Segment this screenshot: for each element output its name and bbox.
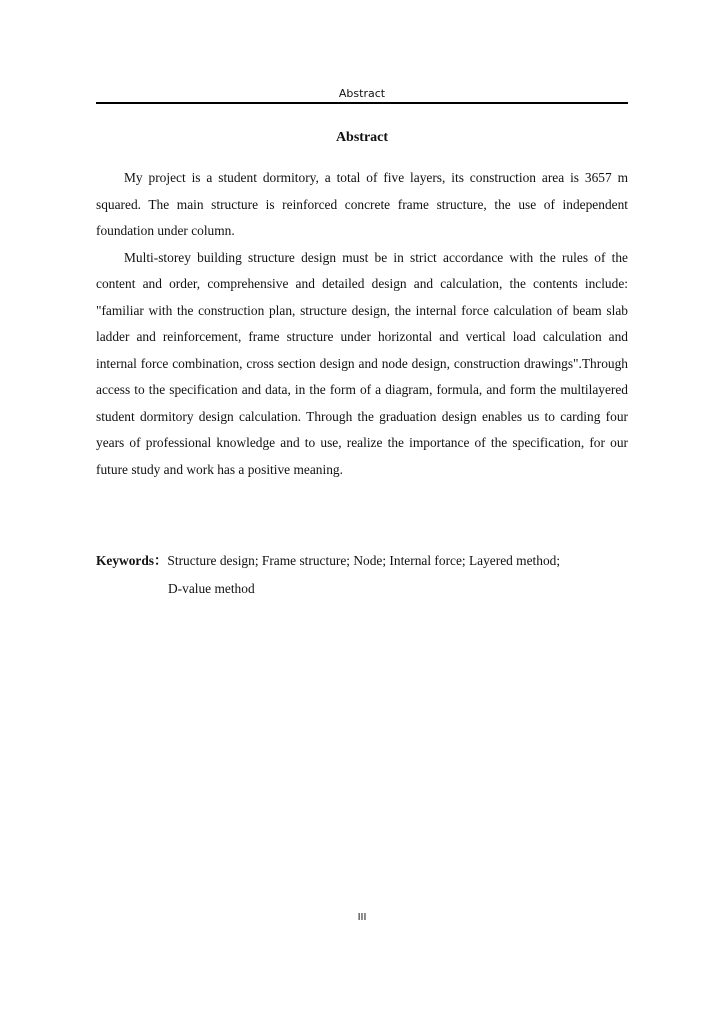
abstract-body	[96, 165, 628, 483]
abstract-paragraph-2: Multi-storey building structure design must be in strict accordance with the rules of the content and order, comprehensive and detailed design and calculation, the contents include: "familiar with the construction plan, structure design, the internal force calculation of beam slab ladder and reinforcement, frame structure under horizontal and vertical load calculation and internal force combination, cross section design and node design, construction drawings".Through access to the specification and data, in the form of a diagram, formula, and form the multilayered student dormitory design calculation. Through the graduation design enables us to carding four years of professional knowledge and to use, realize the importance of the specification, for our future study and work has a positive meaning.	[96, 249, 628, 477]
page-title: Abstract	[335, 130, 389, 145]
running-header: Abstract	[338, 87, 386, 100]
header-divider	[96, 102, 628, 104]
keywords-line-2: D-value method	[168, 581, 255, 596]
page-number: III	[357, 912, 367, 923]
keywords-list: Structure design; Frame structure; Node; Internal force; Layered method;	[167, 553, 561, 568]
abstract-paragraph-1: My project is a student dormitory, a total of five layers, its construction area is 3657 m squared. The main structure is reinforced concrete frame structure, the use of independent foundation under column.	[96, 170, 628, 238]
keywords-line-1	[96, 547, 628, 575]
keywords-label: Keywords：	[96, 553, 168, 568]
keywords-block	[96, 547, 628, 603]
